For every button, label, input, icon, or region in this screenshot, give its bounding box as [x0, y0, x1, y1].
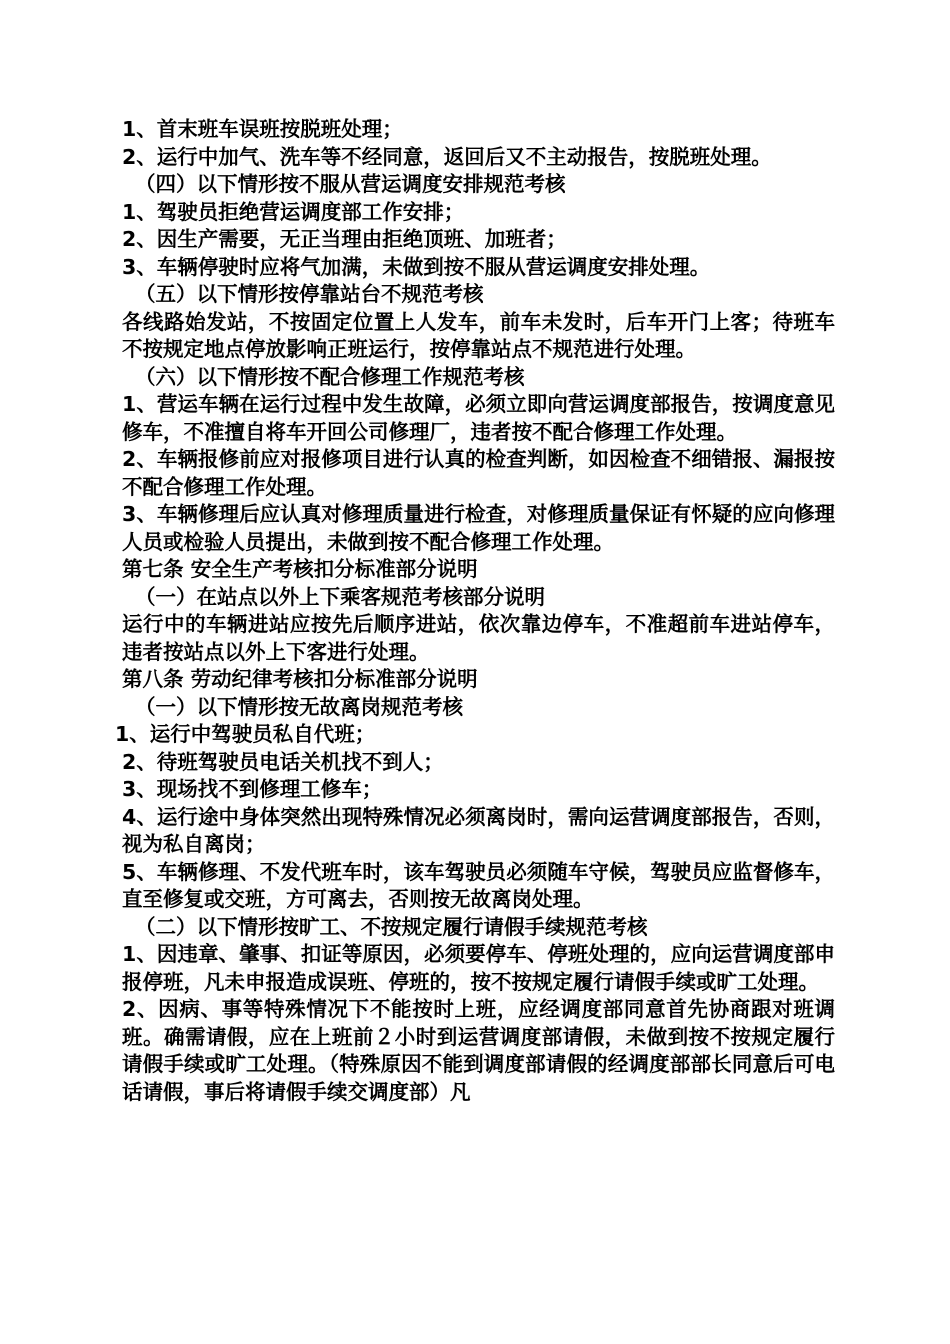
paragraph: （四）以下情形按不服从营运调度安排规范考核 — [135, 172, 566, 196]
paragraph: （五）以下情形按停靠站台不规范考核 — [135, 282, 484, 306]
paragraph: 1、首末班车误班按脱班处理； — [122, 117, 403, 141]
paragraph: 各线路始发站，不按固定位置上人发车，前车未发时，后车开门上客；待班车不按规定地点停放影响正班运行，按停靠站点不规范进行处理。 — [122, 309, 835, 361]
paragraph: 3、车辆停驶时应将气加满，未做到按不服从营运调度安排处理。 — [122, 254, 711, 279]
paragraph: （一）以下情形按无故离岗规范考核 — [135, 694, 463, 719]
document-page — [115, 116, 835, 1106]
paragraph: （二）以下情形按旷工、不按规定履行请假手续规范考核 — [135, 914, 648, 939]
paragraph: 3、车辆修理后应认真对修理质量进行检查，对修理质量保证有怀疑的应向修理人员或检验人员提出，未做到按不配合修理工作处理。 — [122, 502, 835, 554]
paragraph: 2、运行中加气、洗车等不经同意，返回后又不主动报告，按脱班处理。 — [122, 144, 772, 169]
paragraph: 第七条 安全生产考核扣分标准部分说明 — [122, 557, 478, 581]
paragraph: 运行中的车辆进站应按先后顺序进站，依次靠边停车，不准超前车进站停车，违者按站点以外上下客进行处理。 — [122, 612, 835, 664]
paragraph: 1、营运车辆在运行过程中发生故障，必须立即向营运调度部报告，按调度意见修车，不准擅自将车开回公司修理厂，违者按不配合修理工作处理。 — [122, 392, 835, 444]
paragraph: 1、驾驶员拒绝营运调度部工作安排； — [122, 199, 465, 224]
paragraph: 2、因生产需要，无正当理由拒绝顶班、加班者； — [122, 227, 567, 251]
paragraph: 2、待班驾驶员电话关机找不到人； — [122, 749, 444, 774]
paragraph: （一）在站点以外上下乘客规范考核部分说明 — [135, 584, 545, 609]
paragraph: 4、运行途中身体突然出现特殊情况必须离岗时，需向运营调度部报告，否则，视为私自离岗； — [122, 804, 835, 856]
paragraph: 3、现场找不到修理工修车； — [122, 777, 383, 801]
paragraph: 1、运行中驾驶员私自代班； — [115, 722, 376, 746]
paragraph: 第八条 劳动纪律考核扣分标准部分说明 — [122, 667, 478, 691]
paragraph: 5、车辆修理、不发代班车时，该车驾驶员必须随车守候，驾驶员应监督修车，直至修复或交班，方可离去，否则按无故离岗处理。 — [122, 859, 835, 911]
paragraph: 1、因违章、肇事、扣证等原因，必须要停车、停班处理的，应向运营调度部申报停班，凡未申报造成误班、停班的，按不按规定履行请假手续或旷工处理。 — [122, 942, 835, 994]
paragraph: （六）以下情形按不配合修理工作规范考核 — [135, 364, 525, 389]
paragraph: 2、车辆报修前应对报修项目进行认真的检查判断，如因检查不细错报、漏报按不配合修理工作处理。 — [122, 447, 835, 499]
paragraph: 2、因病、事等特殊情况下不能按时上班，应经调度部同意首先协商跟对班调班。确需请假，应在上班前２小时到运营调度部请假，未做到按不按规定履行请假手续或旷工处理。（特殊原因不能到调度部请假的经调度部部长同意后可电话请假，事后将请假手续交调度部）凡 — [122, 997, 835, 1104]
